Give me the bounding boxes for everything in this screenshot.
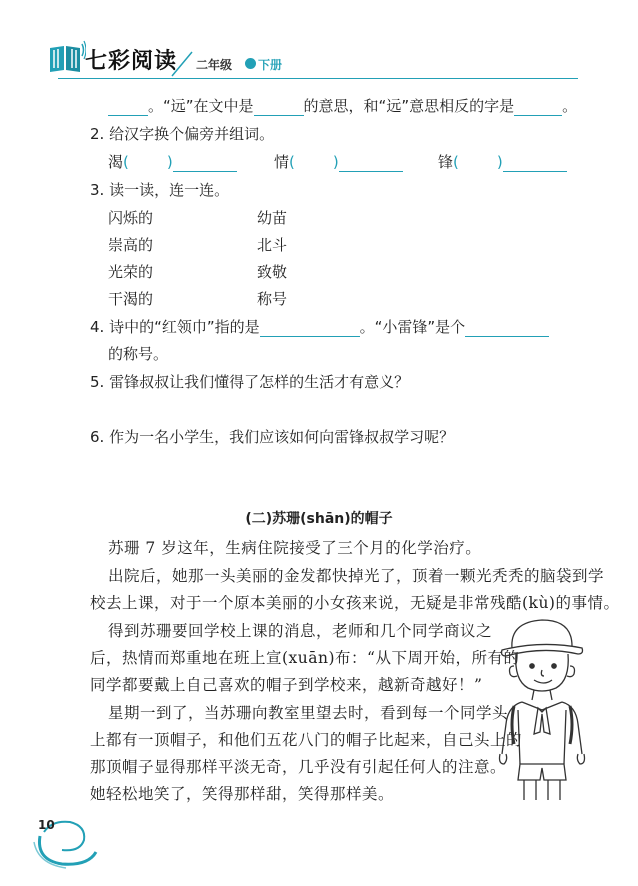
question-2-prompt: 2. 给汉字换个偏旁并组词。 bbox=[90, 125, 275, 143]
question-4-line-2: 的称号。 bbox=[108, 345, 169, 363]
passage-line: 出院后，她那一头美丽的金发都快掉光了，顶着一颗光秃秃的脑袋到学 bbox=[108, 567, 605, 585]
match-left-item[interactable]: 闪烁的 bbox=[108, 209, 154, 227]
passage-line: 那顶帽子显得那样平淡无奇，几乎没有引起任何人的注意。 bbox=[90, 758, 507, 776]
header-rule bbox=[58, 78, 578, 79]
volume-label: 下册 bbox=[258, 58, 283, 72]
match-left-item[interactable]: 干渴的 bbox=[108, 290, 154, 308]
q2-item bbox=[274, 151, 403, 172]
paren-open: ( bbox=[453, 153, 459, 171]
page-header bbox=[0, 0, 638, 90]
passage-line: 得到苏珊要回学校上课的消息，老师和几个同学商议之 bbox=[108, 622, 493, 640]
q2-char: 锋 bbox=[438, 153, 454, 171]
bullet-dot-icon bbox=[245, 58, 256, 69]
match-right-item[interactable]: 北斗 bbox=[257, 236, 288, 254]
book-logo-icon bbox=[46, 40, 86, 78]
answer-blank[interactable] bbox=[465, 318, 549, 337]
match-right-item[interactable]: 称号 bbox=[257, 290, 288, 308]
paren-close: ) bbox=[496, 153, 503, 171]
answer-blank[interactable] bbox=[260, 318, 360, 337]
match-right-item[interactable]: 幼苗 bbox=[257, 209, 288, 227]
q4-text-a: 4. 诗中的“红领巾”指的是 bbox=[90, 318, 260, 336]
page-number-badge bbox=[32, 812, 102, 876]
answer-blank[interactable] bbox=[514, 97, 562, 116]
match-right-item[interactable]: 致敬 bbox=[257, 263, 288, 281]
paren-close: ) bbox=[332, 153, 339, 171]
passage-line: 上都有一顶帽子，和他们五花八门的帽子比起来，自己头上的 bbox=[90, 731, 523, 749]
brand-title: 七彩阅读 bbox=[85, 49, 178, 74]
passage-line: 星期一到了，当苏珊向教室里望去时，看到每一个同学头 bbox=[108, 704, 509, 722]
question-6: 6. 作为一名小学生，我们应该如何向雷锋叔叔学习呢？ bbox=[90, 428, 455, 446]
q2-char: 渴 bbox=[108, 153, 124, 171]
passage-line: 校去上课，对于一个原本美丽的小女孩来说，无疑是非常残酷(kù)的事情。 bbox=[90, 594, 620, 612]
passage-line: 后，热情而郑重地在班上宣(xuān)布：“从下周开始，所有的 bbox=[90, 649, 520, 667]
paren-close: ) bbox=[166, 153, 173, 171]
passage-title: (二)苏珊(shān)的帽子 bbox=[245, 511, 393, 527]
q1-text-b: 的意思，和“远”意思相反的字是 bbox=[303, 97, 515, 115]
q4-text-b: 。“小雷锋”是个 bbox=[359, 318, 466, 336]
answer-blank[interactable] bbox=[254, 97, 304, 116]
passage-line: 她轻松地笑了，笑得那样甜，笑得那样美。 bbox=[90, 785, 395, 803]
grade-label: 二年级 bbox=[196, 58, 233, 72]
question-5: 5. 雷锋叔叔让我们懂得了怎样的生活才有意义？ bbox=[90, 373, 410, 391]
q1-text-c: 。 bbox=[562, 97, 578, 115]
header-slash-icon bbox=[170, 50, 194, 78]
q2-item bbox=[438, 151, 567, 172]
q2-item bbox=[108, 151, 237, 172]
page-number: 10 bbox=[38, 818, 55, 832]
paren-open: ( bbox=[123, 153, 129, 171]
passage-line: 苏珊 7 岁这年，生病住院接受了三个月的化学治疗。 bbox=[108, 539, 482, 557]
question-3-prompt: 3. 读一读，连一连。 bbox=[90, 181, 230, 199]
q1-text-a: 。“远”在文中是 bbox=[148, 97, 254, 115]
answer-blank[interactable] bbox=[173, 153, 237, 172]
answer-blank[interactable] bbox=[503, 153, 567, 172]
match-left-item[interactable]: 崇高的 bbox=[108, 236, 154, 254]
question-4-line-1 bbox=[90, 316, 549, 337]
answer-blank[interactable] bbox=[339, 153, 403, 172]
question-1-continuation bbox=[108, 95, 577, 116]
match-left-item[interactable]: 光荣的 bbox=[108, 263, 154, 281]
paren-open: ( bbox=[289, 153, 295, 171]
q2-char: 情 bbox=[274, 153, 290, 171]
answer-blank[interactable] bbox=[108, 97, 148, 116]
student-illustration bbox=[492, 614, 592, 804]
passage-line: 同学都要戴上自己喜欢的帽子到学校来，越新奇越好！” bbox=[90, 676, 483, 694]
